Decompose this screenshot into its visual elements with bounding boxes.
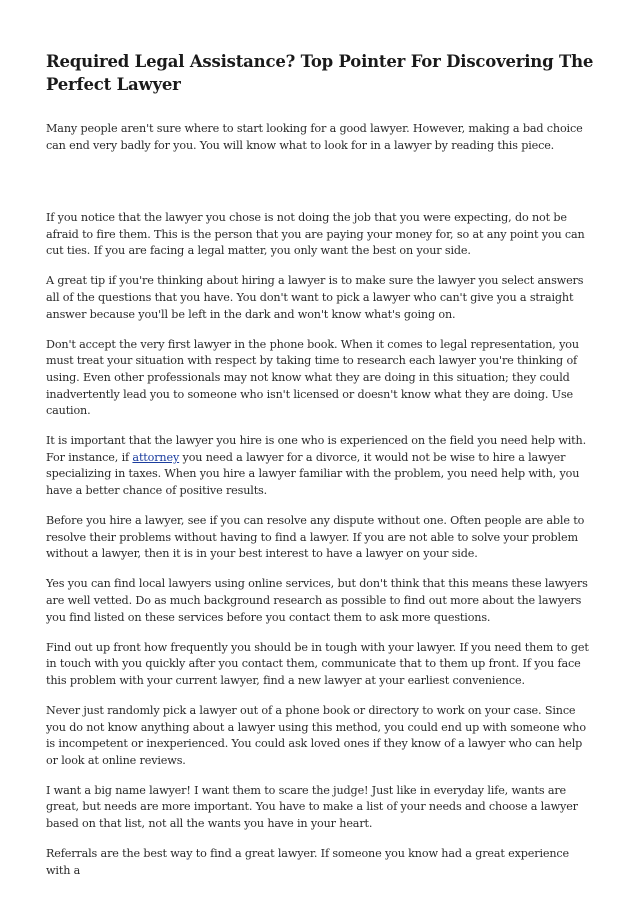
body-paragraph: Never just randomly pick a lawyer out of a phone book or directory to work on your case. Since you do not know anything about a lawyer using this method, you could end up with someone who is incompetent or inexperienced. You could ask loved ones if they know of a lawyer who can help or look at online reviews. [46, 703, 586, 767]
document-page [46, 50, 596, 893]
body-paragraph: A great tip if you're thinking about hiring a lawyer is to make sure the lawyer you select answers all of the questions that you have. You don't want to pick a lawyer who can't give you a straight answer because you'll be left in the dark and won't know what's going on. [46, 274, 584, 321]
body-paragraph: Yes you can find local lawyers using online services, but don't think that this means these lawyers are well vetted. Do as much background research as possible to find out more about the lawyers you find listed on these services before you contact them to ask more questions. [46, 577, 588, 624]
paragraph-text-after-link: you need a lawyer for a divorce, it would not be wise to hire a lawyer specializing in taxes. When you hire a lawyer familiar with the problem, you need help with, you have a better chance of positive results. [46, 450, 580, 497]
body-paragraph: Before you hire a lawyer, see if you can resolve any dispute without one. Often people are able to resolve their problems without having to find a lawyer. If you are not able to solve your problem without a lawyer, then it is in your best interest to have a lawyer on your side. [46, 514, 585, 561]
body-paragraph: Don't accept the very first lawyer in the phone book. When it comes to legal representation, you must treat your situation with respect by taking time to research each lawyer you're thinking of using. Even other professionals may not know what they are doing in this situation; they could inadvertently lead you to someone who isn't licensed or doesn't know what they are doing. Use caution. [46, 337, 579, 418]
body-paragraph: Find out up front how frequently you should be in tough with your lawyer. If you need them to get in touch with you quickly after you contact them, communicate that to them up front. If you face this problem with your current lawyer, find a new lawyer at your earliest convenience. [46, 640, 589, 687]
section-gap [46, 154, 596, 210]
body-paragraph: Referrals are the best way to find a great lawyer. If someone you know had a great experience with a [46, 847, 569, 877]
body-paragraph-with-link [46, 433, 596, 499]
attorney-link[interactable]: attorney [132, 450, 180, 464]
paragraph-text-before-link: It is important that the lawyer you hire is one who is experienced on the field you need help with. For instance, if [46, 434, 586, 464]
intro-paragraph: Many people aren't sure where to start looking for a good lawyer. However, making a bad choice can end very badly for you. You will know what to look for in a lawyer by reading this piece. [46, 122, 583, 152]
body-paragraph: If you notice that the lawyer you chose is not doing the job that you were expecting, do not be afraid to fire them. This is the person that you are paying your money for, so at any point you can cut ties. If you are facing a legal matter, you only want the best on your side. [46, 211, 585, 258]
document-title: Required Legal Assistance? Top Pointer For Discovering The Perfect Lawyer [46, 52, 594, 94]
body-paragraph: I want a big name lawyer! I want them to scare the judge! Just like in everyday life, wants are great, but needs are more important. You have to make a list of your needs and choose a lawyer based on that list, not all the wants you have in your heart. [46, 783, 578, 830]
